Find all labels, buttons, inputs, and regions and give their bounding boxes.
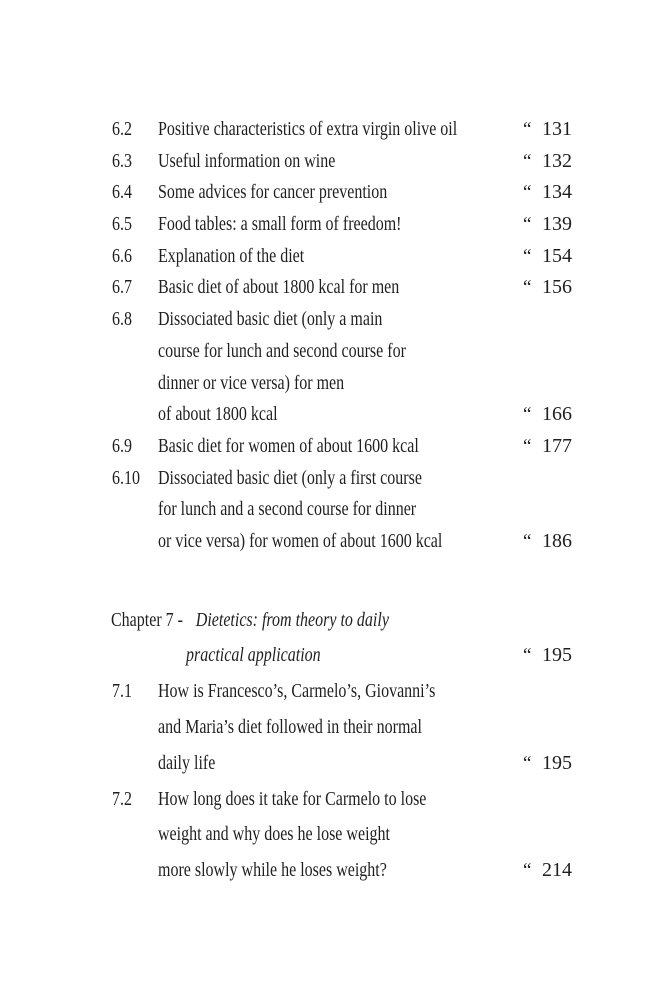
chapter-title: Dietetics: from theory to daily [195,608,389,631]
entry-text: Positive characteristics of extra virgin olive oil [158,118,458,140]
page-number: 186 [542,529,572,552]
ditto-mark: “ [523,860,532,882]
toc-row [111,746,572,782]
toc-row [111,336,572,368]
entry-text: for lunch and a second course for dinner [158,498,417,521]
entry-text: How is Francesco’s, Carmelo’s, Giovanni’s [158,680,436,703]
toc-row [111,710,572,746]
table-of-contents [111,114,572,889]
ditto-mark: “ [523,530,532,552]
entry-text: How long does it take for Carmelo to lose [158,787,427,810]
entry-number: 6.2 [112,118,132,140]
ditto-mark: “ [523,645,532,667]
entry-text: Food tables: a small form of freedom! [158,213,402,236]
entry-number: 7.1 [112,680,132,703]
entry-text: of about 1800 kcal [158,403,278,426]
entry-number: 6.6 [112,244,132,267]
entry-number: 6.9 [112,434,132,457]
page-number: 214 [542,859,572,882]
toc-row [111,209,572,241]
toc-row [111,463,572,495]
toc-row [111,674,572,710]
entry-text: Basic diet for women of about 1600 kcal [158,434,419,457]
chapter-title: practical application [186,644,321,667]
ditto-mark: “ [523,435,532,457]
chapter-heading-line [111,603,389,639]
entry-text: or vice versa) for women of about 1600 kcal [158,529,443,552]
toc-row [111,431,572,463]
toc-row [111,146,572,178]
entry-text: Dissociated basic diet (only a first course [158,466,422,489]
entry-text: Basic diet of about 1800 kcal for men [158,276,400,299]
page-number: 139 [542,213,572,236]
page-number: 131 [542,118,572,140]
entry-text: Explanation of the diet [158,244,305,267]
toc-row [111,399,572,431]
page-number: 134 [542,181,572,204]
entry-number: 6.8 [112,308,132,331]
entry-text: and Maria’s diet followed in their normal [158,716,422,739]
ditto-mark: “ [523,245,532,267]
page-number: 166 [542,403,572,426]
toc-section-chapter-7 [111,603,572,889]
toc-section-chapter-6 [111,114,572,558]
toc-row [111,526,572,558]
entry-text: course for lunch and second course for [158,339,406,362]
entry-number: 7.2 [112,787,132,810]
toc-row [111,177,572,209]
entry-number: 6.3 [112,149,132,172]
entry-text: Useful information on wine [158,149,336,172]
chapter-heading-row [111,603,572,639]
page-number: 195 [542,751,572,774]
ditto-mark: “ [523,119,532,140]
entry-number: 6.4 [112,181,132,204]
entry-text: Dissociated basic diet (only a main [158,308,383,331]
toc-row [111,114,572,146]
ditto-mark: “ [523,277,532,299]
toc-row [111,368,572,400]
entry-text: daily life [158,751,216,774]
entry-number: 6.10 [112,466,140,489]
page-number: 132 [542,149,572,172]
page-number: 177 [542,434,572,457]
toc-row [111,304,572,336]
ditto-mark: “ [523,214,532,236]
toc-row [111,853,572,889]
entry-number: 6.5 [112,213,132,236]
chapter-heading-row [111,638,572,674]
ditto-mark: “ [523,182,532,204]
entry-text: weight and why does he lose weight [158,823,390,846]
ditto-mark: “ [523,150,532,172]
toc-row [111,494,572,526]
toc-row [111,782,572,818]
entry-text: Some advices for cancer prevention [158,181,388,204]
toc-row [111,241,572,273]
entry-text: dinner or vice versa) for men [158,371,345,394]
page-number: 195 [542,644,572,667]
entry-text: more slowly while he loses weight? [158,859,387,882]
page-number: 156 [542,276,572,299]
chapter-label: Chapter 7 - [111,608,183,631]
toc-row [111,272,572,304]
entry-number: 6.7 [112,276,132,299]
ditto-mark: “ [523,752,532,774]
page-number: 154 [542,244,572,267]
ditto-mark: “ [523,404,532,426]
toc-row [111,817,572,853]
